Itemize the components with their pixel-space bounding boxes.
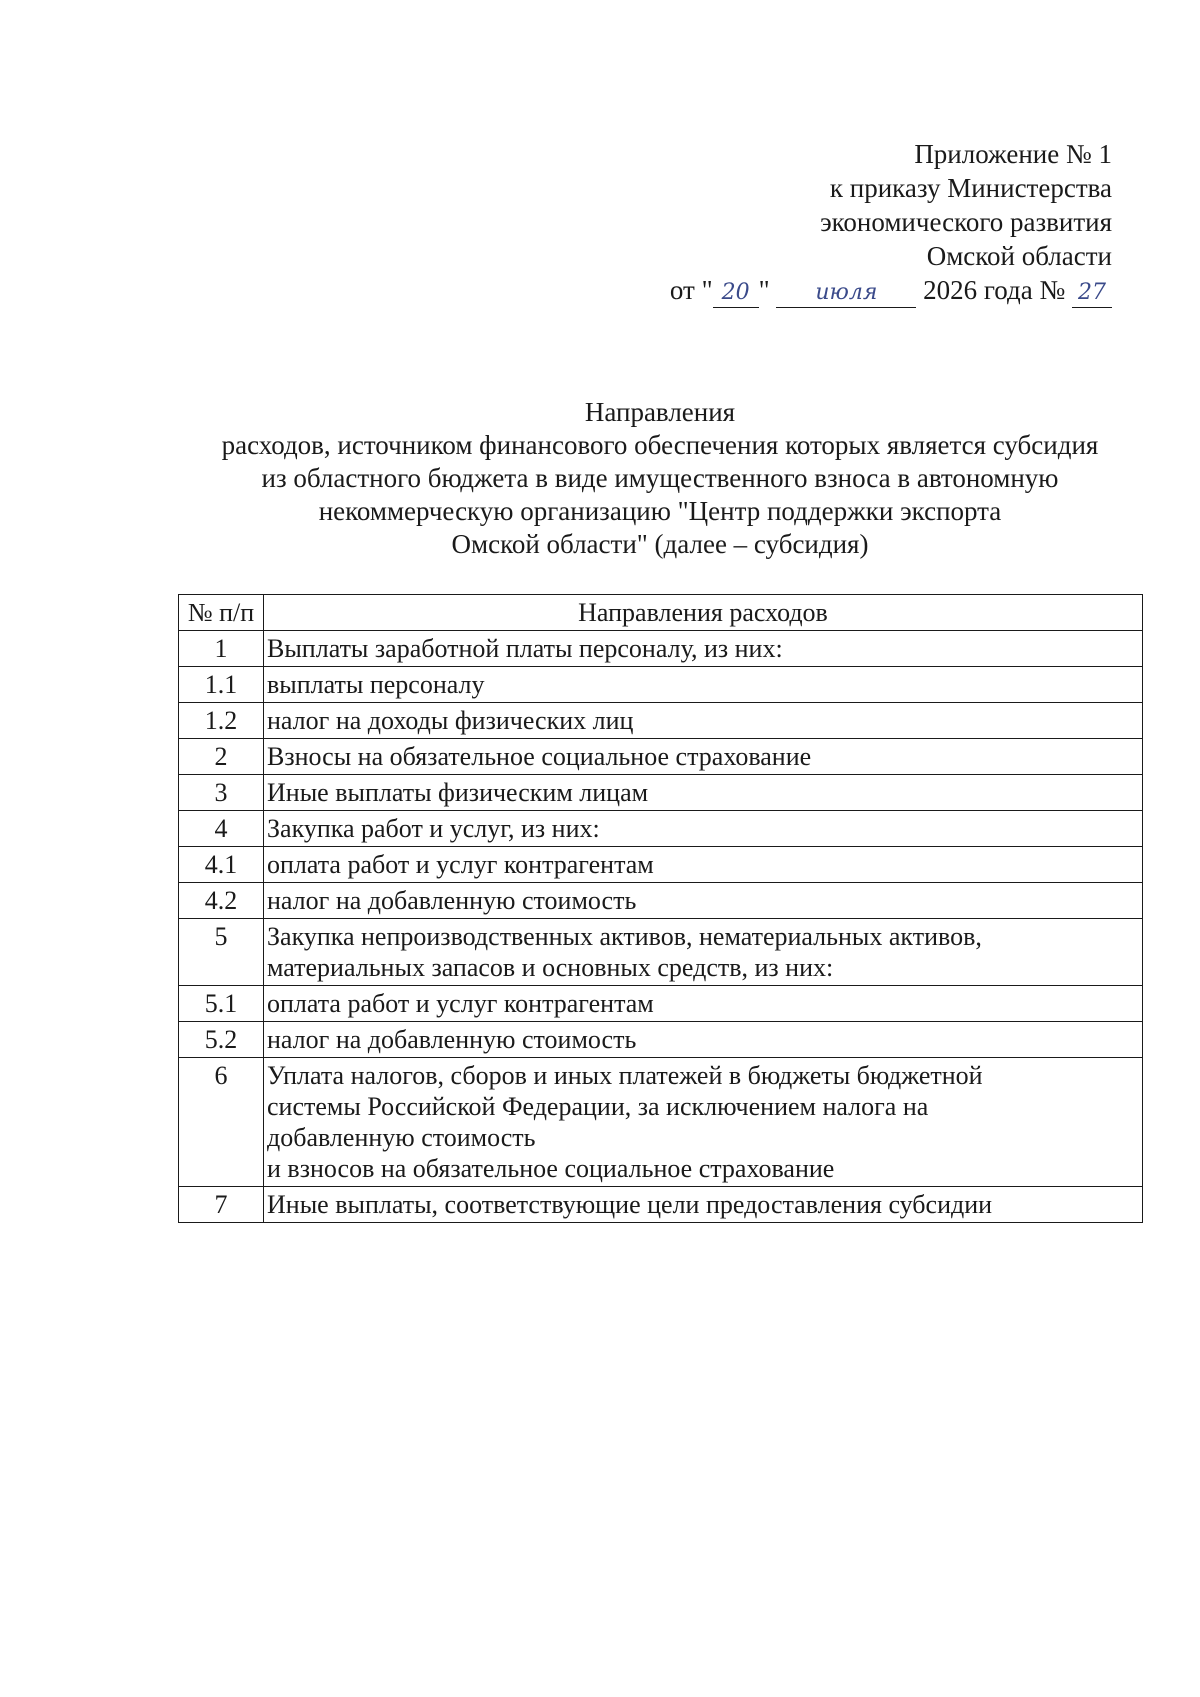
- row-direction-line: Закупка непроизводственных активов, нематериальных активов,: [267, 922, 982, 951]
- row-direction-line: и взносов на обязательное социальное страхование: [267, 1154, 835, 1183]
- expenses-table: [178, 594, 1143, 1223]
- appendix-region: Омской области: [926, 241, 1112, 271]
- table-row: [179, 1022, 1143, 1058]
- row-direction: [264, 667, 1143, 703]
- table-header-row: [179, 595, 1143, 631]
- table-row: [179, 1058, 1143, 1187]
- table-row: [179, 847, 1143, 883]
- row-direction-line: Закупка работ и услуг, из них:: [267, 814, 600, 843]
- appendix-number: Приложение № 1: [914, 139, 1112, 169]
- table-row: [179, 1187, 1143, 1223]
- title-line-5: Омской области" (далее – субсидия): [451, 529, 869, 559]
- row-direction: [264, 1022, 1143, 1058]
- row-direction-line: оплата работ и услуг контрагентам: [267, 850, 654, 879]
- title-line-3: из областного бюджета в виде имущественного взноса в автономную: [261, 463, 1059, 493]
- row-number: 2: [179, 739, 264, 775]
- title-line-4: некоммерческую организацию "Центр поддержки экспорта: [318, 496, 1002, 526]
- date-quote-close: ": [758, 275, 770, 305]
- row-direction-line: Иные выплаты, соответствующие цели предоставления субсидии: [267, 1190, 993, 1219]
- row-direction-line: Выплаты заработной платы персоналу, из них:: [267, 634, 783, 663]
- row-direction-line: Иные выплаты физическим лицам: [267, 778, 649, 807]
- table-row: [179, 631, 1143, 667]
- appendix-order-ref: к приказу Министерства: [829, 173, 1112, 203]
- row-direction: [264, 739, 1143, 775]
- date-prefix: от ": [669, 275, 713, 305]
- year-text: 2026 года №: [923, 275, 1066, 305]
- title-line-2: расходов, источником финансового обеспечения которых является субсидия: [221, 430, 1099, 460]
- handwritten-month: июля: [776, 280, 916, 308]
- row-number: 1: [179, 631, 264, 667]
- row-number: 6: [179, 1058, 264, 1187]
- row-direction: [264, 919, 1143, 986]
- row-direction-line: налог на доходы физических лиц: [267, 706, 634, 735]
- row-number: 1.2: [179, 703, 264, 739]
- row-direction: [264, 986, 1143, 1022]
- row-number: 4.1: [179, 847, 264, 883]
- row-number: 3: [179, 775, 264, 811]
- expenses-table-wrap: [178, 594, 1143, 1223]
- row-number: 5.1: [179, 986, 264, 1022]
- table-row: [179, 811, 1143, 847]
- document-title: [130, 396, 1190, 561]
- handwritten-day: 20: [713, 280, 759, 308]
- row-direction-line: Взносы на обязательное социальное страхование: [267, 742, 812, 771]
- table-row: [179, 775, 1143, 811]
- row-direction: [264, 811, 1143, 847]
- table-row: [179, 667, 1143, 703]
- table-row: [179, 703, 1143, 739]
- row-direction: [264, 1187, 1143, 1223]
- appendix-ministry: экономического развития: [820, 207, 1112, 237]
- row-direction: [264, 775, 1143, 811]
- row-direction: [264, 631, 1143, 667]
- row-direction: [264, 1058, 1143, 1187]
- row-direction-line: добавленную стоимость: [267, 1123, 536, 1152]
- appendix-date-line: [670, 273, 1112, 308]
- row-direction-line: материальных запасов и основных средств, из них:: [267, 953, 834, 982]
- column-header-directions: Направления расходов: [264, 595, 1143, 631]
- row-direction-line: налог на добавленную стоимость: [267, 1025, 637, 1054]
- row-number: 4.2: [179, 883, 264, 919]
- row-number: 5.2: [179, 1022, 264, 1058]
- row-direction: [264, 703, 1143, 739]
- table-row: [179, 883, 1143, 919]
- table-body: [179, 631, 1143, 1223]
- row-direction-line: оплата работ и услуг контрагентам: [267, 989, 654, 1018]
- row-number: 1.1: [179, 667, 264, 703]
- appendix-header: [670, 137, 1112, 308]
- handwritten-order-number: 27: [1072, 280, 1112, 308]
- row-direction: [264, 883, 1143, 919]
- table-row: [179, 739, 1143, 775]
- row-direction-line: Уплата налогов, сборов и иных платежей в бюджеты бюджетной: [267, 1061, 983, 1090]
- row-direction: [264, 847, 1143, 883]
- table-row: [179, 919, 1143, 986]
- row-direction-line: выплаты персоналу: [267, 670, 485, 699]
- row-direction-line: налог на добавленную стоимость: [267, 886, 637, 915]
- title-line-1: Направления: [584, 397, 736, 427]
- table-row: [179, 986, 1143, 1022]
- row-direction-line: системы Российской Федерации, за исключением налога на: [267, 1092, 929, 1121]
- row-number: 7: [179, 1187, 264, 1223]
- row-number: 5: [179, 919, 264, 986]
- row-number: 4: [179, 811, 264, 847]
- column-header-number: № п/п: [179, 595, 264, 631]
